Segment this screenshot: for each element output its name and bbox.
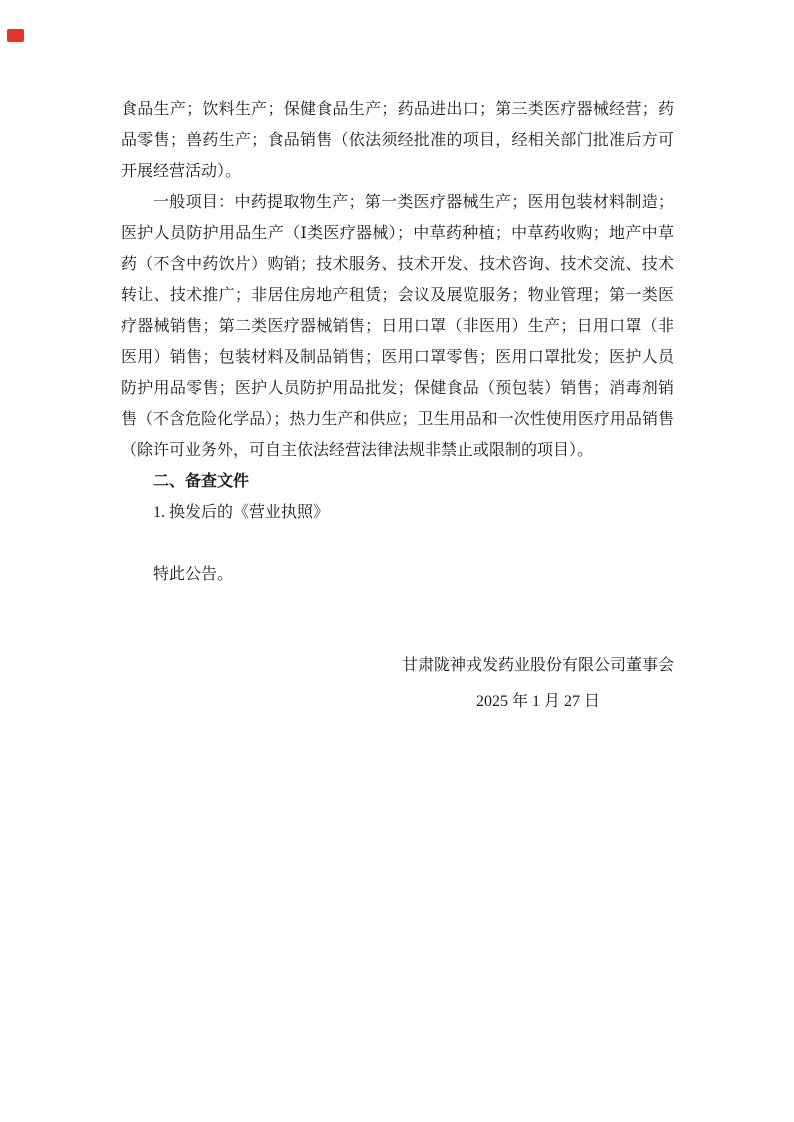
paragraph-general-items: 一般项目：中药提取物生产；第一类医疗器械生产；医用包装材料制造；医护人员防护用品生产（Ⅰ类医疗器械）；中草药种植；中草药收购；地产中草药（不含中药饮片）购销；技术服务、技术开发、技术咨询、技术交流、技术转让、技术推广；非居住房地产租赁；会议及展览服务；物业管理；第一类医疗器械销售；第二类医疗器械销售；日用口罩（非医用）生产；日用口罩（非医用）销售；包装材料及制品销售；医用口罩零售；医用口罩批发；医护人员防护用品零售；医护人员防护用品批发；保健食品（预包装）销售；消毒剂销售（不含危险化学品）；热力生产和供应；卫生用品和一次性使用医疗用品销售（除许可业务外，可自主依法经营法律法规非禁止或限制的项目）。 [121, 194, 674, 459]
signature-company-name: 甘肃陇神戎发药业股份有限公司董事会 [401, 657, 674, 674]
reference-document-item-1: 1. 换发后的《营业执照》 [153, 504, 330, 521]
red-annotation-mark [7, 29, 24, 42]
paragraph-licensed-items-continued: 食品生产；饮料生产；保健食品生产；药品进出口；第三类医疗器械经营；药品零售；兽药生产；食品销售（依法须经批准的项目，经相关部门批准后方可开展经营活动）。 [121, 101, 674, 180]
signature-block [121, 648, 674, 720]
signature-date: 2025 年 1 月 27 日 [475, 693, 600, 710]
closing-statement: 特此公告。 [153, 566, 234, 583]
document-body [121, 94, 674, 720]
signature-inner [402, 648, 674, 720]
section-heading-reference-documents: 二、备查文件 [153, 473, 250, 490]
